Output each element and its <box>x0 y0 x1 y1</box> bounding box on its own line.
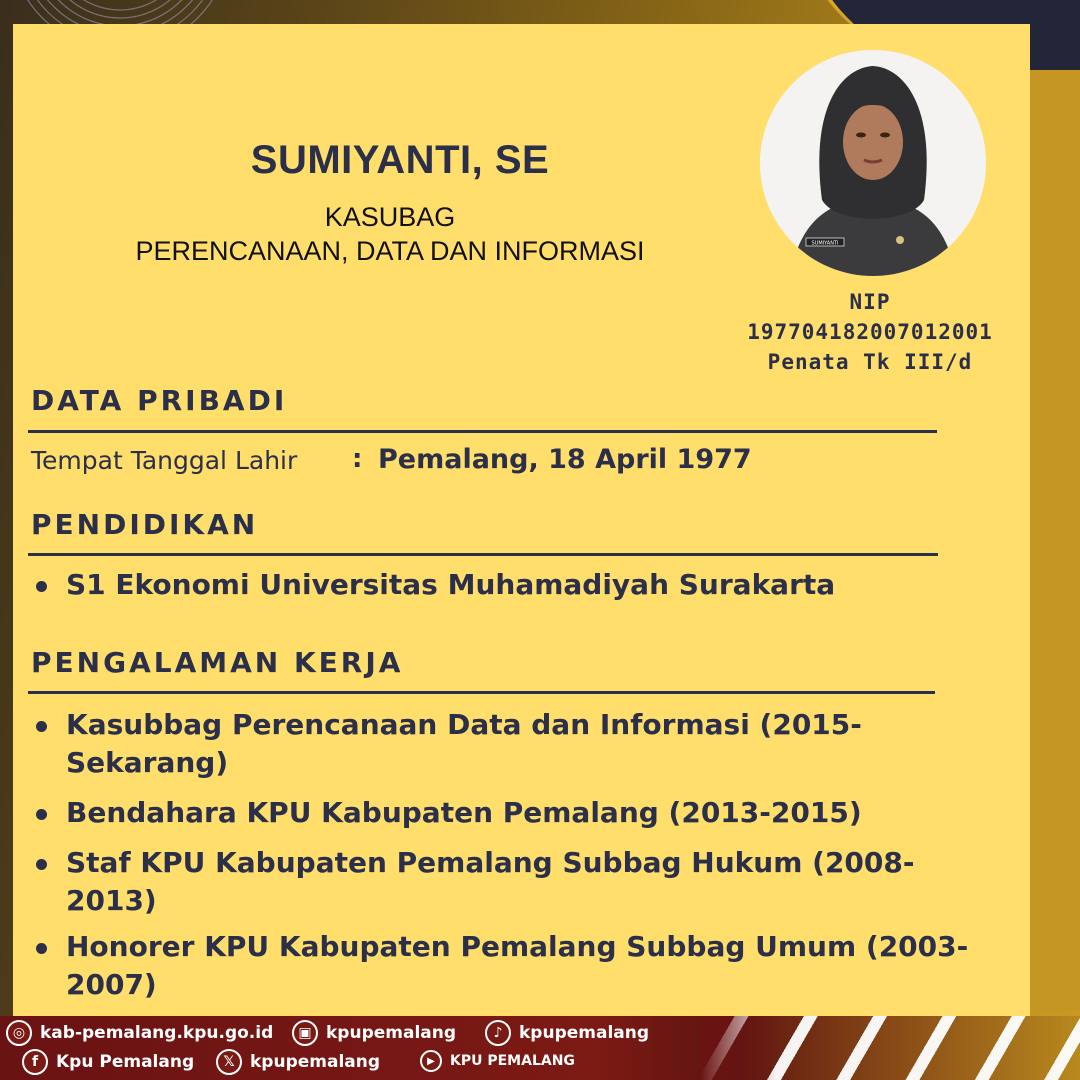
nip-label: NIP <box>849 290 891 314</box>
bullet-icon <box>36 943 47 954</box>
instagram-link[interactable] <box>292 1020 456 1046</box>
profile-name: SUMIYANTI, SE <box>250 138 550 182</box>
bullet-icon <box>36 809 47 820</box>
x-text: kpupemalang <box>250 1052 381 1072</box>
list-item <box>36 706 996 782</box>
list-item-text: Bendahara KPU Kabupaten Pemalang (2013-2015) <box>66 796 862 829</box>
list-item <box>36 794 996 832</box>
x-icon: 𝕏 <box>216 1049 242 1075</box>
website-link[interactable] <box>6 1020 273 1046</box>
birth-colon: : <box>352 444 363 474</box>
facebook-icon: f <box>22 1049 48 1075</box>
section-title-pendidikan: PENDIDIKAN <box>31 508 259 541</box>
bullet-icon <box>36 581 47 592</box>
globe-icon: ◎ <box>6 1020 32 1046</box>
tiktok-link[interactable] <box>485 1020 649 1046</box>
list-item-text: S1 Ekonomi Universitas Muhamadiyah Surakarta <box>66 568 836 601</box>
decorative-rings <box>0 0 240 24</box>
nip-value: 197704182007012001 <box>747 320 993 344</box>
list-item-text: Staf KPU Kabupaten Pemalang Subbag Hukum (2008-2013) <box>66 846 915 917</box>
person-portrait-icon <box>760 50 986 276</box>
divider <box>28 430 937 433</box>
instagram-text: kpupemalang <box>326 1023 457 1043</box>
list-item-text: Kasubbag Perencanaan Data dan Informasi (2015- Sekarang) <box>66 708 862 779</box>
section-title-pengalaman: PENGALAMAN KERJA <box>31 646 404 679</box>
footer-bar <box>0 1016 1080 1080</box>
stripes-fade <box>700 1016 1080 1080</box>
profile-role-line1: KASUBAG <box>324 202 456 232</box>
profile-photo <box>760 50 986 276</box>
profile-role-line2: PERENCANAAN, DATA DAN INFORMASI <box>135 236 645 266</box>
divider <box>28 691 935 694</box>
nip-block <box>720 287 1020 377</box>
rank-value: Penata Tk III/d <box>767 350 973 374</box>
birth-label: Tempat Tanggal Lahir <box>31 446 298 475</box>
photo-name-tag: SUMIYANTI <box>811 240 839 247</box>
tiktok-text: kpupemalang <box>519 1023 650 1043</box>
list-item <box>36 566 835 604</box>
youtube-link[interactable] <box>420 1050 575 1072</box>
section-title-data-pribadi: DATA PRIBADI <box>31 384 288 417</box>
birth-value: Pemalang, 18 April 1977 <box>378 444 752 475</box>
facebook-text: Kpu Pemalang <box>56 1052 195 1072</box>
youtube-icon: ▶ <box>420 1050 442 1072</box>
decorative-gold-strip <box>1030 70 1080 1010</box>
list-item <box>36 928 996 1004</box>
experience-list <box>36 706 996 1004</box>
bullet-icon <box>36 859 47 870</box>
list-item-text: Honorer KPU Kabupaten Pemalang Subbag Umum (2003- 2007) <box>66 930 969 1001</box>
tiktok-icon: ♪ <box>485 1020 511 1046</box>
education-list <box>36 566 835 604</box>
facebook-link[interactable] <box>22 1049 194 1075</box>
list-item <box>36 844 996 920</box>
website-text: kab-pemalang.kpu.go.id <box>40 1023 274 1043</box>
bullet-icon <box>36 721 47 732</box>
divider <box>28 553 938 556</box>
x-link[interactable] <box>216 1049 380 1075</box>
youtube-text: KPU PEMALANG <box>450 1053 575 1069</box>
instagram-icon: ▣ <box>292 1020 318 1046</box>
